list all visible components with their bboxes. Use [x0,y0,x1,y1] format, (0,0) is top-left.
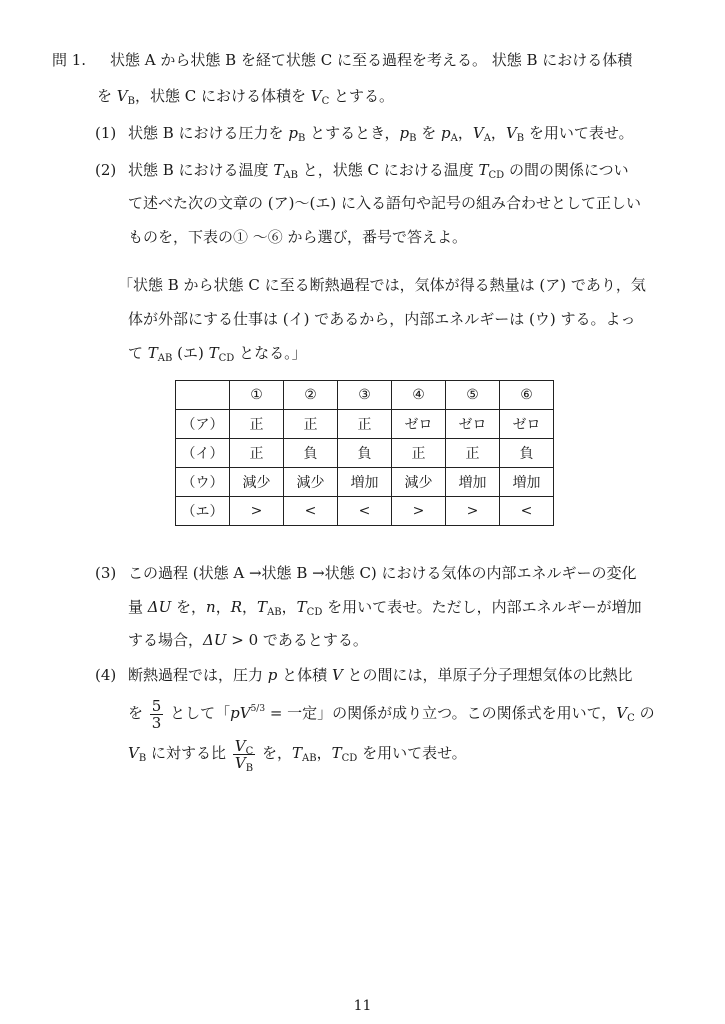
table-cell: 減少 [230,468,284,497]
q3-number: (3) [95,564,117,582]
table-cell: 負 [338,439,392,468]
q2-line-3: ものを，下表の① 〜⑥ から選び，番号で答えよ。 [128,228,467,246]
table-cell: > [446,497,500,526]
table-row [176,410,554,439]
quote-line-2: 体が外部にする仕事は (イ) であるから，内部エネルギーは (ウ) する。よっ [128,310,636,328]
table-cell: 負 [500,439,554,468]
table-cell: 増加 [338,468,392,497]
row-label: （イ） [176,439,230,468]
intro-line-2: を $V_B$，状態 C における体積を $V_C$ とする。 [97,87,395,107]
q4-line-2: を $\frac{5}{3}$ として「$pV^{5/3}$ = 一定」の関係が成り立つ。この関係式を用いて，$V_C$ の [128,696,655,732]
table-cell: 減少 [284,468,338,497]
q2-line-2: て述べた次の文章の (ア)〜(エ) に入る語句や記号の組み合わせとして正しい [128,194,641,212]
table-row [176,497,554,526]
table-cell: 増加 [446,468,500,497]
row-label: （ア） [176,410,230,439]
table-row [176,468,554,497]
table-corner-cell [176,381,230,410]
quote-line-1: 「状態 B から状態 C に至る断熱過程では，気体が得る熱量は (ア) であり，気 [118,276,646,294]
quote-line-3: て $T_{AB}$ (エ) $T_{CD}$ となる。」 [128,344,307,364]
row-label: （ウ） [176,468,230,497]
table-cell: > [392,497,446,526]
q3-line-1: この過程 (状態 A →状態 B →状態 C) における気体の内部エネルギーの変化 [128,564,637,582]
table-cell: < [284,497,338,526]
table-cell: 正 [446,439,500,468]
gamma-fraction: $\frac{5}{3}$ [151,696,162,732]
header-cell: ① [230,381,284,410]
q4-line-3: $V_B$ に対する比 $\frac{V_C}{V_B}$ を，$T_{AB}$，$T_{CD}$ を用いて表せ。 [128,736,467,774]
q4-number: (4) [95,666,117,684]
table-cell: ゼロ [446,410,500,439]
table-cell: < [500,497,554,526]
table-header-row [176,381,554,410]
volume-ratio-fraction: $\frac{V_C}{V_B}$ [234,736,254,774]
table-cell: 減少 [392,468,446,497]
q2-line-1: 状態 B における温度 $T_{AB}$ と，状態 C における温度 $T_{CD}$ の間の関係につい [128,161,629,181]
q1-number: (1) [95,124,117,142]
header-cell: ⑥ [500,381,554,410]
q1-text: 状態 B における圧力を $p_B$ とするとき，$p_B$ を $p_A$，$V_A$，$V_B$ を用いて表せ。 [128,124,634,144]
table-cell: ゼロ [500,410,554,439]
table-cell: 正 [230,439,284,468]
header-cell: ③ [338,381,392,410]
header-cell: ⑤ [446,381,500,410]
table-cell: 正 [338,410,392,439]
table-cell: 正 [392,439,446,468]
table-cell: 正 [230,410,284,439]
q2-number: (2) [95,161,117,179]
table-cell: 増加 [500,468,554,497]
table-row [176,439,554,468]
q3-line-2: 量 ΔU を，n，R，$T_{AB}$，$T_{CD}$ を用いて表せ。ただし，内部エネルギーが増加 [128,598,642,618]
answer-options-table [175,380,554,526]
table-cell: 負 [284,439,338,468]
table-cell: < [338,497,392,526]
page-number: 11 [353,998,372,1014]
intro-line-1: 状態 A から状態 B を経て状態 C に至る過程を考える。 状態 B における体積 [110,51,633,69]
q4-line-1: 断熱過程では，圧力 p と体積 V との間には，単原子分子理想気体の比熱比 [128,666,633,684]
table-cell: ゼロ [392,410,446,439]
header-cell: ② [284,381,338,410]
question-label: 問 1. [52,51,87,69]
table-cell: > [230,497,284,526]
table-cell: 正 [284,410,338,439]
row-label: （エ） [176,497,230,526]
header-cell: ④ [392,381,446,410]
q3-line-3: する場合，ΔU > 0 であるとする。 [128,631,368,649]
